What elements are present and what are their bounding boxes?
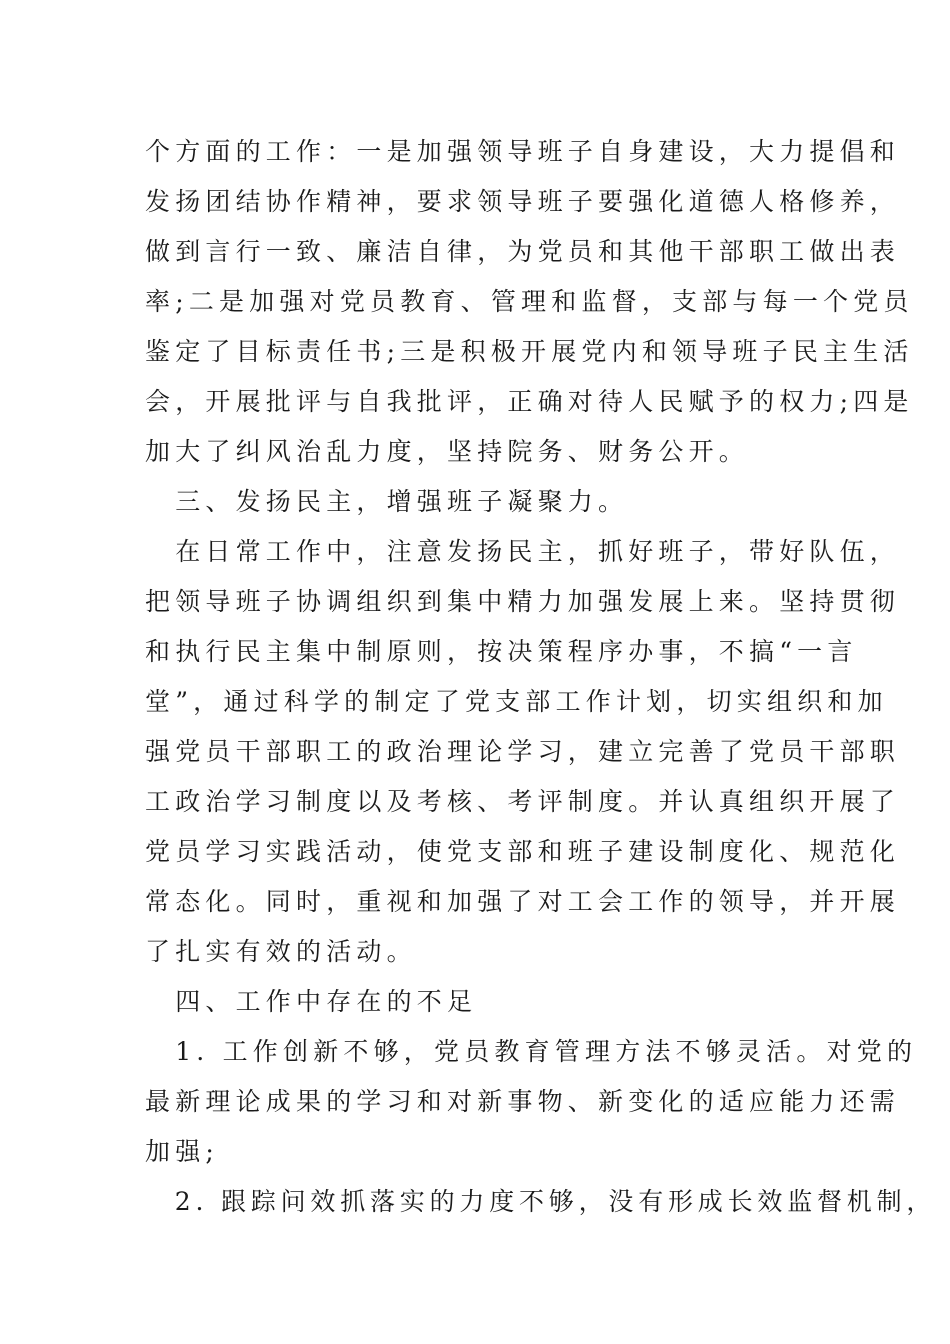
- text-line: 最新理论成果的学习和对新事物、新变化的适应能力还需: [145, 1087, 901, 1116]
- text-line: 做到言行一致、廉洁自律，为党员和其他干部职工做出表: [145, 237, 901, 266]
- list-item: 1. 工作创新不够，党员教育管理方法不够灵活。对党的: [145, 1037, 918, 1066]
- text-line: 加大了纠风治乱力度，坚持院务、财务公开。: [145, 437, 750, 466]
- text-line: 率;二是加强对党员教育、管理和监督，支部与每一个党员: [145, 287, 914, 316]
- text-line: 和执行民主集中制原则，按决策程序办事，不搞“一言: [145, 637, 858, 666]
- text-line: 把领导班子协调组织到集中精力加强发展上来。坚持贯彻: [145, 587, 901, 616]
- text-line: 发扬团结协作精神，要求领导班子要强化道德人格修养，: [145, 187, 901, 216]
- text-line: 鉴定了目标责任书;三是积极开展党内和领导班子民主生活: [145, 337, 914, 366]
- section-heading: 三、发扬民主，增强班子凝聚力。: [145, 487, 629, 516]
- text-line: 会，开展批评与自我批评，正确对待人民赋予的权力;四是: [145, 387, 914, 416]
- list-item: 2. 跟踪问效抓落实的力度不够，没有形成长效监督机制，: [145, 1187, 937, 1216]
- text-line: 工政治学习制度以及考核、考评制度。并认真组织开展了: [145, 787, 901, 816]
- text-line: 强党员干部职工的政治理论学习，建立完善了党员干部职: [145, 737, 901, 766]
- text-line: 加强;: [145, 1137, 220, 1166]
- text-line: 个方面的工作：一是加强领导班子自身建设，大力提倡和: [145, 137, 901, 166]
- text-line: 堂”，通过科学的制定了党支部工作计划，切实组织和加: [145, 687, 888, 716]
- text-line: 了扎实有效的活动。: [145, 937, 417, 966]
- text-line: 在日常工作中，注意发扬民主，抓好班子，带好队伍，: [145, 537, 901, 566]
- text-line: 常态化。同时，重视和加强了对工会工作的领导，并开展: [145, 887, 901, 916]
- text-line: 党员学习实践活动，使党支部和班子建设制度化、规范化: [145, 837, 901, 866]
- section-heading: 四、工作中存在的不足: [145, 987, 478, 1016]
